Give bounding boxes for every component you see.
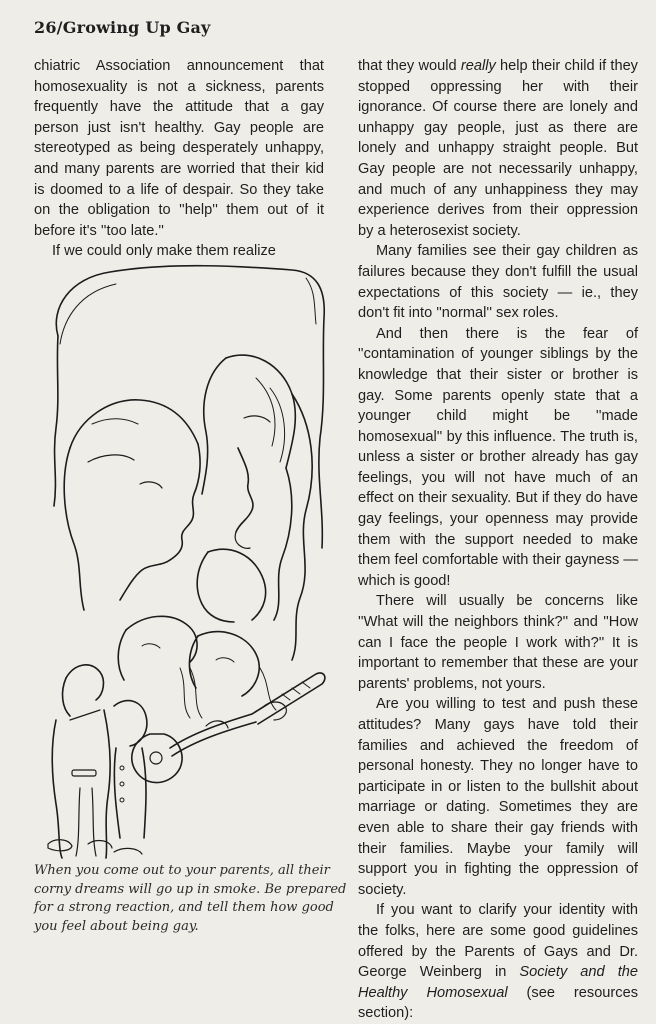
- text-run: that they would: [358, 58, 461, 74]
- right-paragraph-2: Many families see their gay children as failures because they don't fulfill the usual expectations of this society — ie., they don't fit into ''normal'' sex roles.: [358, 243, 638, 322]
- right-paragraph-5: Are you willing to test and push these attitudes? Many gays have told their families and achieved the freedom of personal honesty. They no longer have to participate in or listen to the bullshit about marriage or dating. Sometimes they are even able to share their gay friends with their families. Maybe your family will support you in fighting the oppression of society.: [358, 696, 638, 898]
- emphasis-text: really: [460, 58, 496, 74]
- right-column: [358, 56, 638, 1024]
- text-run: (see resources section):: [358, 984, 638, 1022]
- caption-line: corny dreams will go up in smoke. Be prepared: [34, 881, 347, 897]
- right-paragraph-6: [358, 900, 638, 1024]
- left-paragraph-1: chiatric Association announcement that homosexuality is not a sickness, parents frequently have the attitude that a gay person just isn't healthy. Gay people are stereotyped as being desperately unhappy, and many parents are worried that their kid is doomed to a life of despair. So they take on the obligation to ''help'' them out of it before it's ''too late.'': [34, 58, 324, 239]
- right-paragraph-1: [358, 56, 638, 241]
- caption-line: you feel about being gay.: [34, 918, 199, 934]
- right-paragraph-3: And then there is the fear of ''contamination of younger siblings by the knowledge that their sister or brother is gay. Some parents openly state that a younger child might be ''made homosexual'' by this influence. The truth is, unless a sister or brother already has gay feelings, you will not have much of an effect on their sexuality. But if they do have gay feelings, your openness may provide them with the support needed to make them feel comfortable with their gayness — which is good!: [358, 325, 638, 589]
- text-run: If you want to clarify your identity with the folks, here are some good guidelines offered by the Parents of Gays and Dr. George Weinberg in: [358, 902, 638, 981]
- left-column: [34, 56, 324, 262]
- book-title: Society and the Healthy Homosexual: [358, 964, 638, 1001]
- right-paragraph-4: There will usually be concerns like ''What will the neighbors think?'' and ''How can I face the people I work with?'' It is important to remember that these are your parents' problems, not yours.: [358, 593, 638, 692]
- caption-line: When you come out to your parents, all their: [34, 863, 330, 878]
- caption-line: for a strong reaction, and tell them how good: [34, 900, 334, 915]
- running-head: 26/Growing Up Gay: [34, 18, 211, 37]
- illustration-caption: [34, 862, 347, 936]
- left-paragraph-2: If we could only make them realize: [52, 243, 276, 260]
- text-run: help their child if they stopped oppressing her with their ignorance. Of course there are lonely and unhappy gay people, just as there are lonely and unhappy straight people. But Gay people are not necessarily unhappy, and much of any unhappiness they may experience derives from their oppression by a heterosexist society.: [358, 58, 638, 239]
- line-drawing-illustration: [30, 248, 330, 862]
